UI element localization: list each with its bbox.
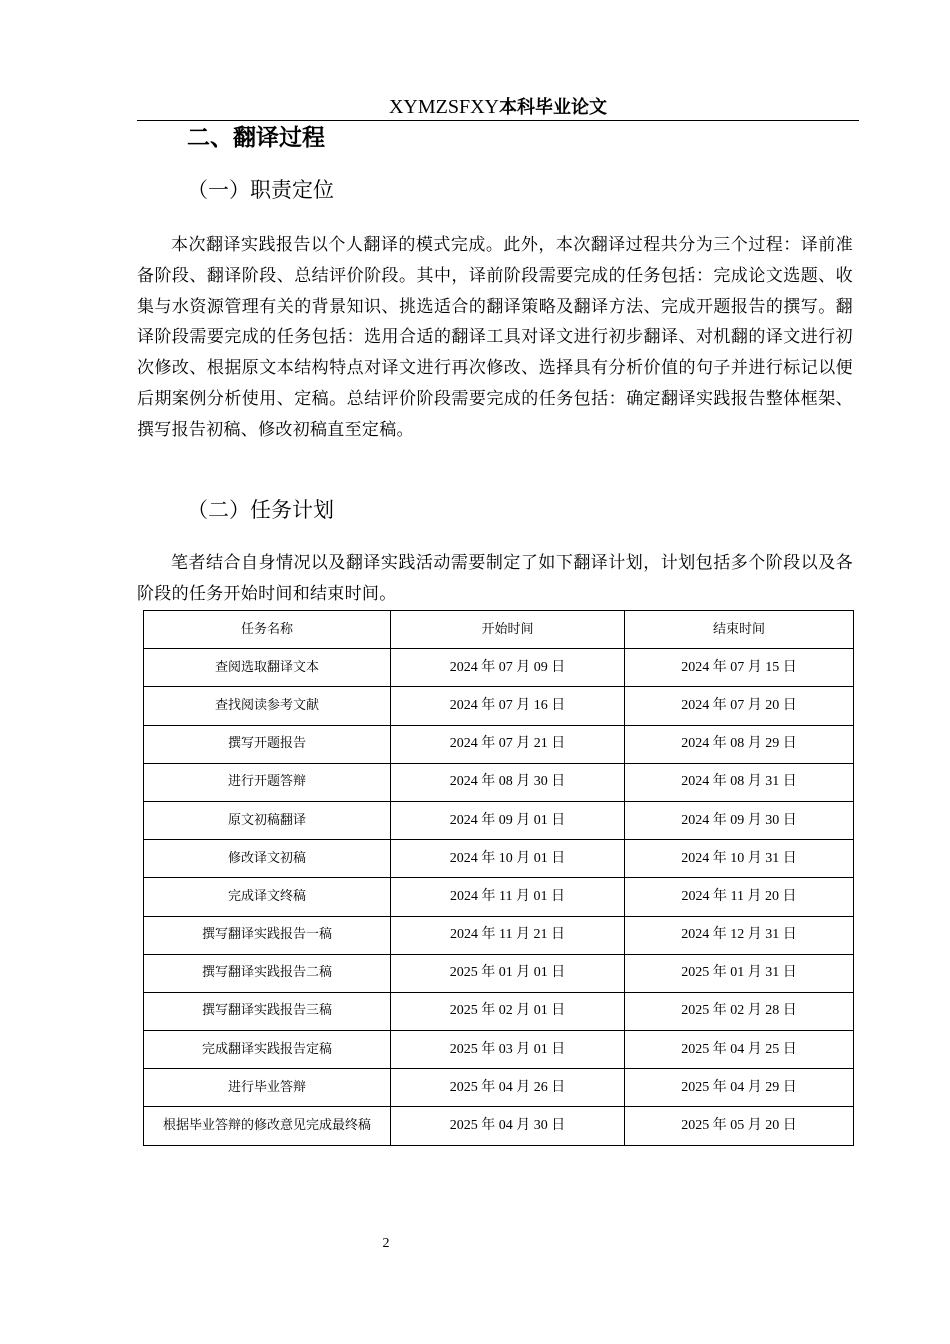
- end-date-cell: 2024 年 07 月 15 日: [625, 649, 854, 687]
- start-date-cell: 2025 年 04 月 30 日: [391, 1107, 625, 1145]
- table-row: [144, 687, 854, 725]
- start-date-cell: 2025 年 01 月 01 日: [391, 954, 625, 992]
- end-date-cell: 2025 年 05 月 20 日: [625, 1107, 854, 1145]
- table-header-row: [144, 611, 854, 649]
- end-date-cell: 2024 年 07 月 20 日: [625, 687, 854, 725]
- header-latin-title: XYMZSFXY: [388, 96, 500, 118]
- start-date-cell: 2025 年 04 月 26 日: [391, 1069, 625, 1107]
- task-name-cell: 进行毕业答辩: [144, 1069, 391, 1107]
- end-date-cell: 2024 年 10 月 31 日: [625, 840, 854, 878]
- table-row: [144, 763, 854, 801]
- table-row: [144, 1069, 854, 1107]
- start-date-cell: 2025 年 03 月 01 日: [391, 1031, 625, 1069]
- task-name-cell: 原文初稿翻译: [144, 801, 391, 839]
- end-date-cell: 2025 年 02 月 28 日: [625, 992, 854, 1030]
- end-date-cell: 2025 年 04 月 29 日: [625, 1069, 854, 1107]
- end-date-cell: 2024 年 08 月 31 日: [625, 763, 854, 801]
- start-date-cell: 2024 年 11 月 01 日: [391, 878, 625, 916]
- task-name-cell: 完成翻译实践报告定稿: [144, 1031, 391, 1069]
- table-row: [144, 1107, 854, 1145]
- end-date-cell: 2024 年 11 月 20 日: [625, 878, 854, 916]
- paragraph-plan: 笔者结合自身情况以及翻译实践活动需要制定了如下翻译计划，计划包括多个阶段以及各阶段的任务开始时间和结束时间。: [137, 553, 853, 604]
- start-date-cell: 2024 年 07 月 16 日: [391, 687, 625, 725]
- task-name-cell: 撰写翻译实践报告二稿: [144, 954, 391, 992]
- end-date-cell: 2024 年 08 月 29 日: [625, 725, 854, 763]
- table-body: [144, 649, 854, 1145]
- table-row: [144, 725, 854, 763]
- header-end-time: 结束时间: [625, 611, 854, 649]
- table-row: [144, 1031, 854, 1069]
- task-name-cell: 查阅选取翻译文本: [144, 649, 391, 687]
- header-task-name: 任务名称: [144, 611, 391, 649]
- task-name-cell: 撰写翻译实践报告一稿: [144, 916, 391, 954]
- task-name-cell: 完成译文终稿: [144, 878, 391, 916]
- paragraph-duties: 本次翻译实践报告以个人翻译的模式完成。此外，本次翻译过程共分为三个过程：译前准备阶段、翻译阶段、总结评价阶段。其中，译前阶段需要完成的任务包括：完成论文选题、收集与水资源管理有关的背景知识、挑选适合的翻译策略及翻译方法、完成开题报告的撰写。翻译阶段需要完成的任务包括：选用合适的翻译工具对译文进行初步翻译、对机翻的译文进行初次修改、根据原文本结构特点对译文进行再次修改、选择具有分析价值的句子并进行标记以便后期案例分析使用、定稿。总结评价阶段需要完成的任务包括：确定翻译实践报告整体框架、撰写报告初稿、修改初稿直至定稿。: [137, 235, 853, 440]
- end-date-cell: 2025 年 01 月 31 日: [625, 954, 854, 992]
- start-date-cell: 2024 年 07 月 09 日: [391, 649, 625, 687]
- task-name-cell: 撰写翻译实践报告三稿: [144, 992, 391, 1030]
- header-cjk-title: 本科毕业论文: [499, 97, 608, 118]
- task-plan-table: [143, 610, 854, 1146]
- task-name-cell: 查找阅读参考文献: [144, 687, 391, 725]
- subsection-title-duties: （一）职责定位: [187, 178, 334, 202]
- task-name-cell: 根据毕业答辩的修改意见完成最终稿: [144, 1107, 391, 1145]
- end-date-cell: 2024 年 12 月 31 日: [625, 916, 854, 954]
- end-date-cell: 2024 年 09 月 30 日: [625, 801, 854, 839]
- section-title: 二、翻译过程: [187, 125, 325, 151]
- table-row: [144, 992, 854, 1030]
- table-row: [144, 954, 854, 992]
- header-start-time: 开始时间: [391, 611, 625, 649]
- subsection-title-plan: （二）任务计划: [187, 498, 334, 522]
- table-row: [144, 878, 854, 916]
- start-date-cell: 2024 年 08 月 30 日: [391, 763, 625, 801]
- task-name-cell: 修改译文初稿: [144, 840, 391, 878]
- task-name-cell: 撰写开题报告: [144, 725, 391, 763]
- table-row: [144, 840, 854, 878]
- start-date-cell: 2025 年 02 月 01 日: [391, 992, 625, 1030]
- task-name-cell: 进行开题答辩: [144, 763, 391, 801]
- page-header: [137, 94, 859, 121]
- table-row: [144, 916, 854, 954]
- start-date-cell: 2024 年 11 月 21 日: [391, 916, 625, 954]
- page-number: 2: [382, 1236, 390, 1251]
- start-date-cell: 2024 年 07 月 21 日: [391, 725, 625, 763]
- start-date-cell: 2024 年 10 月 01 日: [391, 840, 625, 878]
- table-row: [144, 801, 854, 839]
- start-date-cell: 2024 年 09 月 01 日: [391, 801, 625, 839]
- end-date-cell: 2025 年 04 月 25 日: [625, 1031, 854, 1069]
- table-row: [144, 649, 854, 687]
